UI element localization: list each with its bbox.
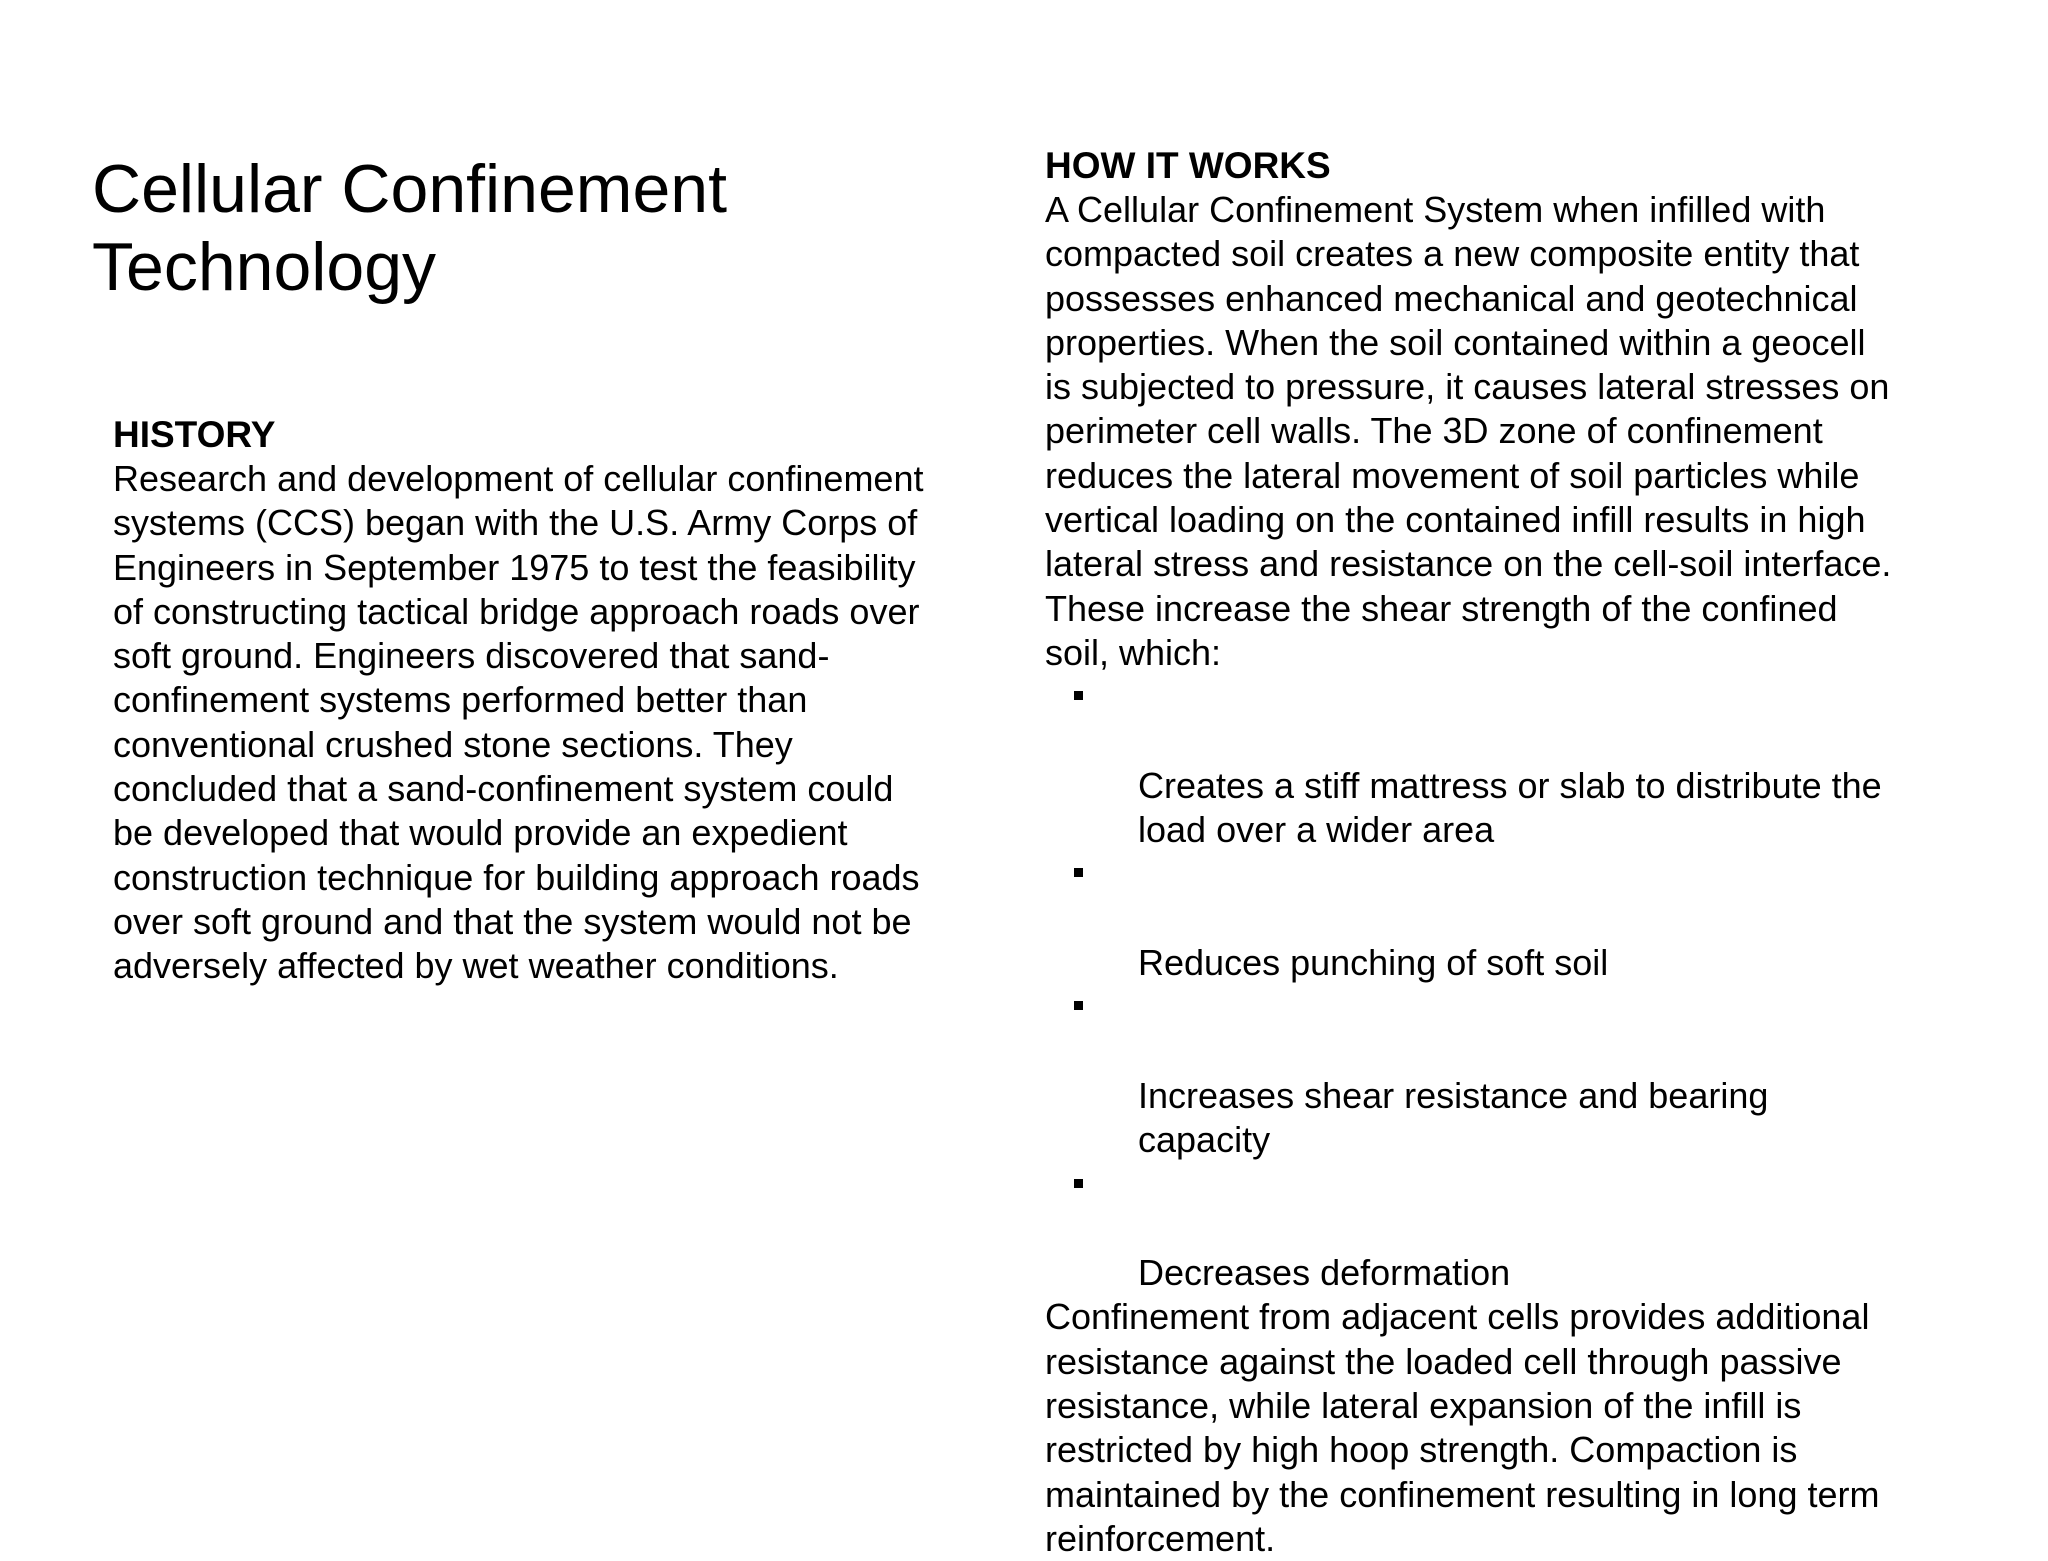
how-it-works-conclusion: Confinement from adjacent cells provides additional resistance against the loaded cell through passive resistance, while lateral expansion of the infill is restricted by high hoop strength. Compaction is maintained by the confinement resulting in long term reinforcement. <box>1045 1296 1880 1559</box>
list-item <box>1045 985 2030 1162</box>
benefits-list <box>1045 675 2030 1295</box>
how-it-works-heading: HOW IT WORKS <box>1045 145 1331 186</box>
history-heading: HISTORY <box>113 414 276 455</box>
square-bullet-icon <box>1074 1001 1083 1010</box>
list-item-text: Creates a stiff mattress or slab to distribute the load over a wider area <box>1138 764 1882 851</box>
square-bullet-icon <box>1074 868 1083 877</box>
how-it-works-section <box>1045 144 2030 1561</box>
list-item-text: Reduces punching of soft soil <box>1138 942 1609 984</box>
list-item <box>1045 852 2030 985</box>
history-body: Research and development of cellular confinement systems (CCS) began with the U.S. Army Corps of Engineers in September 1975 to test the feasibility of constructing tactical bridge approach roads over soft ground. Engineers discovered that sand- confinement systems performed better than conventional crushed stone sections. They concluded that a sand-confinement system could be developed that would provide an expedient construction technique for building approach roads over soft ground and that the system would not be adversely affected by wet weather conditions. <box>113 458 924 987</box>
square-bullet-icon <box>1074 1179 1083 1188</box>
list-item-text: Increases shear resistance and bearing capacity <box>1138 1074 1769 1161</box>
history-section <box>113 413 1013 989</box>
slide-title: Cellular Confinement Technology <box>92 151 727 305</box>
how-it-works-intro: A Cellular Confinement System when infilled with compacted soil creates a new composite entity that possesses enhanced mechanical and geotechnical properties. When the soil contained within a geocell is subjected to pressure, it causes lateral stresses on perimeter cell walls. The 3D zone of confinement reduces the lateral movement of soil particles while vertical loading on the contained infill results in high lateral stress and resistance on the cell-soil interface. These increase the shear strength of the confined soil, which: <box>1045 189 1892 673</box>
list-item-text: Decreases deformation <box>1138 1252 1511 1294</box>
square-bullet-icon <box>1074 691 1083 700</box>
list-item <box>1045 675 2030 852</box>
list-item <box>1045 1163 2030 1296</box>
